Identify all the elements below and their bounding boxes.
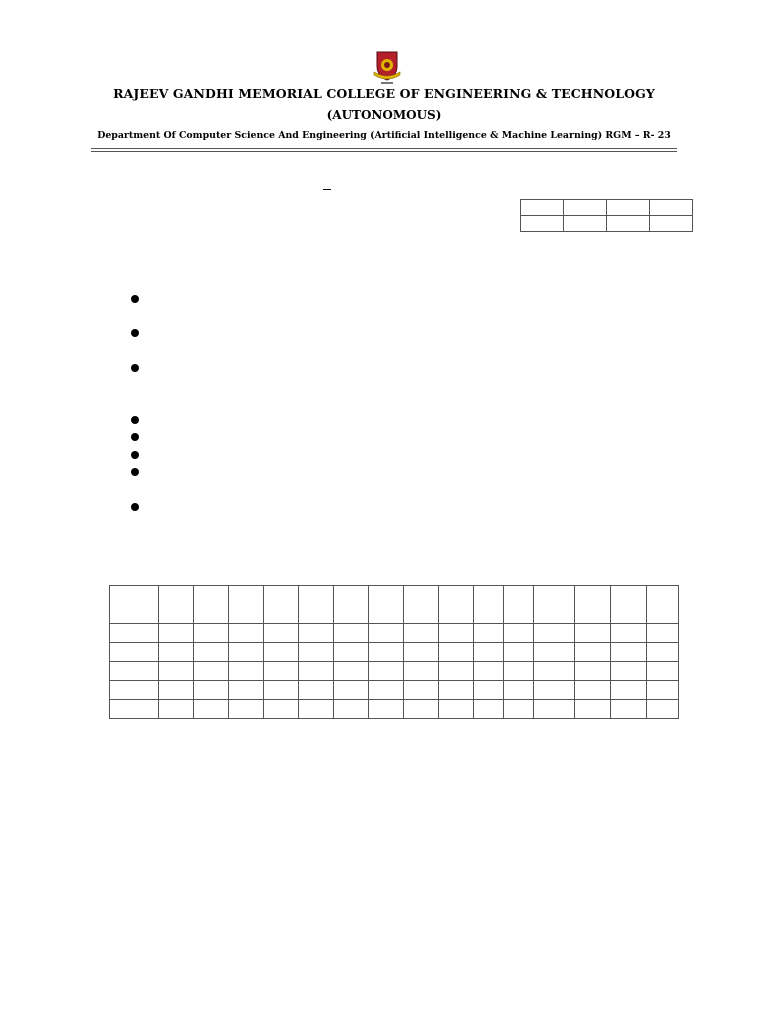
table-header-row — [110, 586, 679, 624]
bullet-point — [131, 503, 139, 511]
department-line: Department Of Computer Science And Engineering (Artificial Intelligence & Machine Learning) RGM – R- 23 — [97, 130, 671, 141]
bullet-point — [131, 329, 139, 337]
table-row — [110, 681, 679, 700]
table-cell — [564, 216, 607, 232]
bullet-point — [131, 433, 139, 441]
table-row — [110, 624, 679, 643]
college-name: RAJEEV GANDHI MEMORIAL COLLEGE OF ENGINEERING & TECHNOLOGY — [113, 86, 655, 101]
bullet-point — [131, 295, 139, 303]
table-cell — [607, 216, 650, 232]
table-row — [110, 643, 679, 662]
table-row — [110, 700, 679, 719]
header-rule-bottom — [91, 151, 677, 152]
bullet-point — [131, 468, 139, 476]
table-cell — [607, 200, 650, 216]
table-cell — [521, 200, 564, 216]
table-row — [521, 216, 693, 232]
bullet-point — [131, 416, 139, 424]
credits-table — [520, 199, 693, 232]
college-crest-icon — [372, 50, 402, 86]
table-cell — [650, 216, 693, 232]
bullet-point — [131, 364, 139, 372]
table-cell — [650, 200, 693, 216]
co-po-mapping-table — [109, 585, 679, 719]
table-cell — [521, 216, 564, 232]
autonomous-status: (AUTONOMOUS) — [326, 108, 442, 122]
bullet-point — [131, 451, 139, 459]
table-row — [521, 200, 693, 216]
title-dash — [323, 189, 331, 190]
header-rule-top — [91, 148, 677, 149]
table-cell — [564, 200, 607, 216]
table-row — [110, 662, 679, 681]
